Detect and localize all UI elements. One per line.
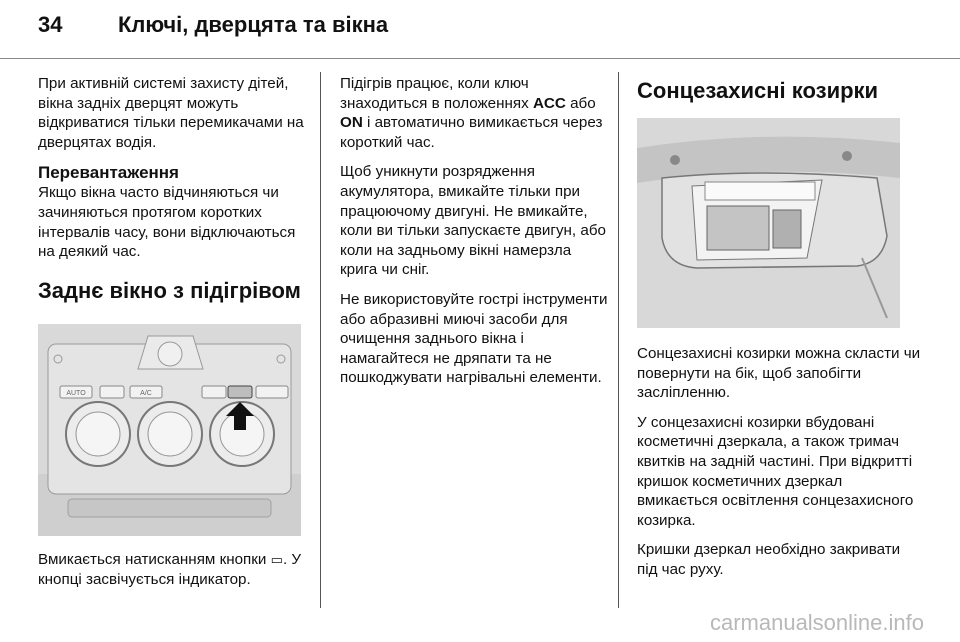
p1-part-c: і автоматично вимикається через короткий час.: [340, 114, 603, 151]
figure-sun-visor: [637, 118, 900, 328]
p1-part-a: Підігрів працює, коли ключ знаходиться в положеннях: [340, 75, 533, 112]
p1-part-b: або: [565, 94, 596, 112]
paragraph-visors-fold: Сонцезахисні козирки можна скласти чи повернути на бік, щоб запобігти засліпленню.: [637, 345, 921, 402]
caption-part-1: Вмикається натисканням кнопки: [38, 550, 267, 568]
paragraph-overload: Якщо вікна часто відчиняються чи зачиняються протягом коротких інтервалів часу, вони відключаються на деякий час.: [38, 184, 296, 261]
caption-heater-button: [38, 550, 313, 590]
heading-overload: Перевантаження: [38, 163, 179, 183]
column-divider-left: [320, 72, 321, 608]
acc-position: ACC: [532, 94, 566, 112]
column-2: [340, 74, 612, 398]
header-rule: [0, 58, 960, 59]
ac-button-label: A/C: [140, 389, 152, 397]
paragraph-visors-mirrors: У сонцезахисні козирки вбудовані косметичні дзеркала, а також тримач квитків на задній частині. При відкритті кришок косметичних дзеркал вмикається освітлення сонцезахисного козирка.: [637, 413, 914, 529]
auto-button-label: AUTO: [66, 389, 86, 397]
heading-sun-visors: Сонцезахисні козирки: [637, 78, 879, 103]
column-1: [38, 74, 313, 600]
column-3: [637, 74, 921, 590]
page-header: [0, 0, 960, 60]
watermark: carmanualsonline.info: [709, 610, 924, 635]
rear-window-heater-icon: ▭: [270, 552, 283, 568]
paragraph-cleaning: Не використовуйте гострі інструменти або абразивні миючі засоби для очищення заднього вікна і намагайтеся не дряпати та не пошкоджувати нагрівальні елементи.: [340, 290, 608, 387]
heading-heated-rear-window: Заднє вікно з підігрівом: [38, 277, 301, 303]
paragraph-child-safety: При активній системі захисту дітей, вікна задніх дверцят можуть відкриватися тільки перемикачами на дверцятах водія.: [38, 75, 304, 151]
page-number: 34: [38, 12, 63, 37]
on-position: ON: [340, 114, 363, 132]
caption-part-2: . У кнопці засвічується індикатор.: [38, 550, 302, 589]
paragraph-heater-works: [340, 74, 612, 152]
paragraph-battery: Щоб уникнути розрядження акумулятора, вмикайте тільки при працюючому двигуні. Не вмикайте, коли ви тільки запускаєте двигун, або коли на задньому вікні намерзла крига чи сніг.: [340, 163, 606, 279]
figure-climate-control-panel: [38, 324, 301, 536]
paragraph-visors-close: Кришки дзеркал необхідно закривати під час руху.: [637, 541, 901, 578]
page-title: Ключі, дверцята та вікна: [118, 12, 389, 37]
column-divider-right: [618, 72, 619, 608]
